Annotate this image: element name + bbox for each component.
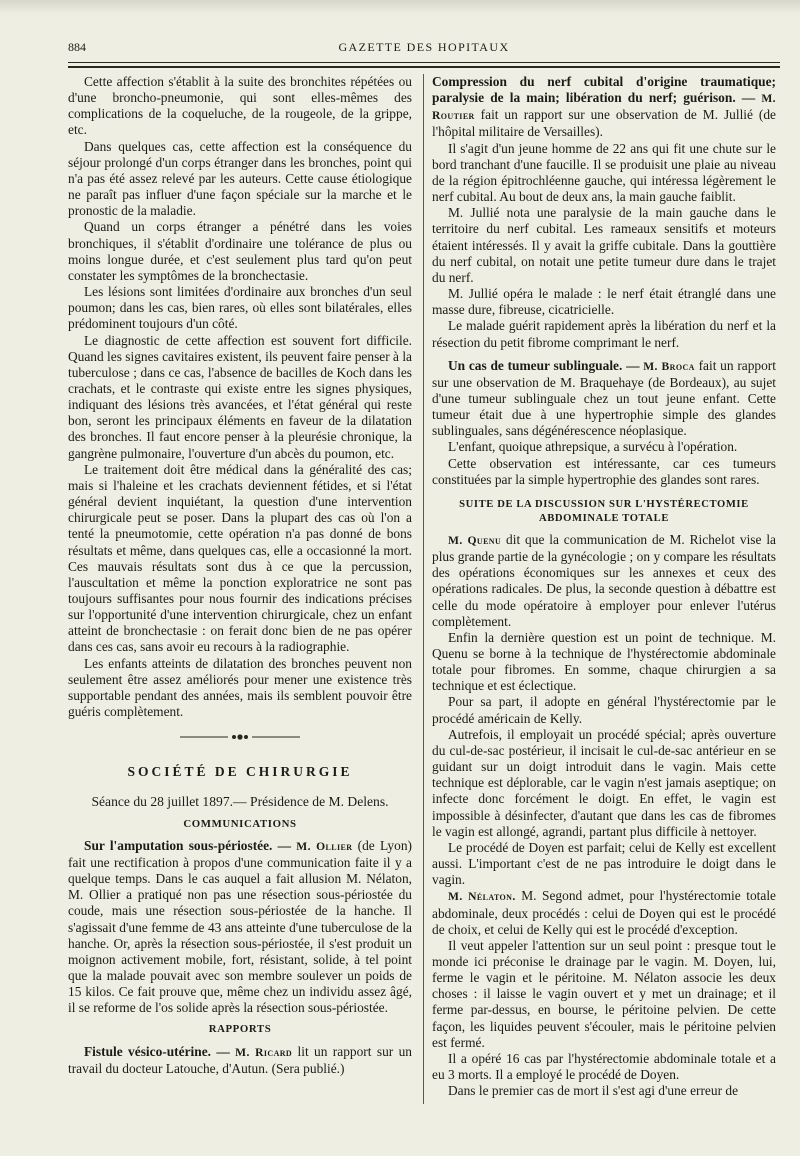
paragraph: Le diagnostic de cette affection est souvent fort difficile. Quand les signes cavitaires existent, ils peuvent faire penser à la tuberculose ; dans ce cas, l'absence de bacilles de Koch dans les crachats, et le contraste qui existe entre les signes physiques, indiquant des lésions très avancées, et l'état général qui reste bon, seront les principaux éléments en faveur de la dilatation des bronches. Il faut encore penser à la pleurésie chronique, la gangrène pulmonaire, l'ouverture d'un abcès du poumon, etc.: [68, 332, 412, 461]
cubital-text: fait un rapport sur une observation de M. Jullié (de l'hôpital militaire de Versailles).: [432, 107, 776, 140]
page-top-edge: [0, 0, 800, 14]
author-name: M. Routier: [432, 92, 776, 123]
author-name: M. Quenu: [448, 533, 502, 547]
fistule-text: lit un rapport sur un travail du docteur Latouche, d'Autun. (Sera publié.): [68, 1043, 412, 1076]
author-name: M. Ollier: [296, 839, 353, 853]
journal-title: GAZETTE DES HOPITAUX: [338, 40, 510, 54]
nelaton-paragraph: [432, 888, 776, 937]
paragraph: Il veut appeler l'attention sur un seul point : presque tout le monde ici préconise le drainage par le vagin. M. Doyen, lui, ferme le vagin et le péritoine. M. Nélaton associe les deux choses : il laisse le vagin ouvert et y met un drainage; et il ferme par-dessus, en bourse, le péritoine pelvien. De cette façon, les liquides peuvent s'écouler, mais le péritoine pelvien est fermé.: [432, 937, 776, 1050]
section-ornament: [180, 732, 300, 742]
author-name: M. Ricard: [235, 1045, 293, 1059]
paragraph: Le malade guérit rapidement après la libération du nerf et la résection du petit fibrome comprimant le nerf.: [432, 318, 776, 350]
discussion-title: SUITE DE LA DISCUSSION SUR L'HYSTÉRECTOMIE ABDOMINALE TOTALE: [459, 498, 749, 524]
paragraph: Enfin la dernière question est un point de technique. M. Quenu se borne à la technique de l'hystérectomie abdominale totale pour fibromes. En somme, chaque chirurgien a sa technique et est éclectique.: [432, 629, 776, 694]
right-column: [432, 74, 776, 1099]
page-header: [68, 38, 780, 58]
author-name: M. Nélaton.: [448, 890, 516, 904]
column-divider: [423, 74, 424, 1104]
reports-label: RAPPORTS: [208, 1023, 272, 1036]
communications-label: COMMUNICATIONS: [183, 817, 297, 830]
society-title: SOCIÉTÉ DE CHIRURGIE: [127, 764, 353, 780]
paragraph: Le traitement doit être médical dans la généralité des cas; mais si l'haleine et les crachats deviennent fétides, et si l'état général devient inquiétant, la question d'une intervention chirurgicale peut se poser. Dans la plupart des cas où l'on a tenté la pneumotomie, cette opération n'a pas donné de bons résultats et même, dans quelques cas, elle a occasionné la mort. Ces mauvais résultats sont dus à ce que la percussion, l'auscultation et même la ponction exploratrice ne sont pas toujours suffisantes pour nous fournir des indications précises sur l'opportunité d'une intervention chirurgicale, chez un enfant atteint de bronchectasie : on ferait donc bien de ne pas opérer dans ces cas, sans avoir eu recours à la radiographie.: [68, 461, 412, 655]
paragraph: Pour sa part, il adopte en général l'hystérectomie par le procédé américain de Kelly.: [432, 694, 776, 726]
paragraph: Le procédé de Doyen est parfait; celui de Kelly est excellent aussi. L'important c'est de ne pas introduire le doigt dans le vagin.: [432, 839, 776, 888]
header-rule-thin: [68, 62, 780, 63]
tumeur-text: fait un rapport sur une observation de M. Braquehaye (de Bordeaux), au sujet d'une tumeur sublinguale chez un tout jeune enfant. Cette tumeur était due à une hypertrophie simple des glandes sublinguales, sans dégénérescence néoplasique.: [432, 357, 776, 439]
tumeur-paragraph: [432, 358, 776, 440]
paragraph: Il s'agit d'un jeune homme de 22 ans qui fit une chute sur le bord tranchant d'une faucille. Il se produisit une plaie au niveau de la région épitrochléenne gauche, qui intéressa légèrement le nerf cubital. Au bout de deux ans, la main gauche faiblit.: [432, 140, 776, 205]
session-line: Séance du 28 juillet 1897.— Présidence de M. Delens.: [91, 794, 389, 810]
cubital-paragraph: [432, 74, 776, 141]
paragraph: Quand un corps étranger a pénétré dans les voies bronchiques, il s'établit d'ordinaire une tolérance de plus ou moins longue durée, et c'est seulement plus tard qu'on peut constater les symptômes de la bronchectasie.: [68, 219, 412, 283]
paragraph: Autrefois, il employait un procédé spécial; après ouverture du cul-de-sac postérieur, il incisait le cul-de-sac antérieur en se guidant sur un doigt introduit dans le vagin. Mais cette technique est déplorable, car le vagin n'est jamais aseptique; on infecte donc forcément le doigt. En effet, le vagin est impossible à désinfecter, d'autant que dans les cas de fibromes le vagin est allongé, agrandi, partant plus difficile à nettoyer.: [432, 726, 776, 839]
paragraph: Cette affection s'établit à la suite des bronchites répétées ou d'une broncho-pneumonie, qui sont elles-mêmes des complications de la coqueluche, de la rougeole, de la grippe, etc.: [68, 74, 412, 138]
author-name: M. Broca: [643, 359, 695, 373]
page-number: 884: [68, 40, 86, 54]
amputation-heading: Sur l'amputation sous-périostée. —: [84, 837, 292, 853]
paragraph: Dans quelques cas, cette affection est la conséquence du séjour prolongé d'un corps étranger dans les bronches, point qui n'a pas été assez relevé par les auteurs. Cette cause étiologique ne paraît pas influer d'une façon spéciale sur la marche et le pronostic de la maladie.: [68, 138, 412, 219]
tumeur-heading: Un cas de tumeur sublinguale. —: [448, 357, 640, 373]
quenu-paragraph: [432, 532, 776, 630]
paragraph: Les enfants atteints de dilatation des bronches peuvent non seulement être assez améliorés pour mener une existence très supportable pendant des années, mais ils semblent pouvoir être guéris complètement.: [68, 655, 412, 720]
amputation-text: (de Lyon) fait une rectification à propos d'une communication faite il y a quelque temps. Dans le cas auquel a fait allusion M. Nélaton, M. Ollier a pratiqué non pas une résection sous-périostée du coude, mais une résection sous-périostée de la hanche. Il s'agissait d'une femme de 43 ans atteinte d'une tuberculose de la hanche. Or, après la résection sous-périostée, il s'est produit un moignon activement mobile, fort, résistant, solide, à tel point que la malade pouvait avec son membre soulever un poids de 15 kilos. Ce fait prouve que, même chez un individu assez âgé, il se reforme de l'os solide après la résection sous-périostée.: [68, 837, 412, 1016]
fistule-paragraph: [68, 1044, 412, 1077]
amputation-paragraph: [68, 838, 412, 1017]
nelaton-text: M. Segond admet, pour l'hystérectomie totale abdominale, deux procédés : celui de Doyen qui est le procédé de choix, et celui de Kelly qui est le procédé d'exception.: [432, 888, 776, 937]
paragraph: Cette observation est intéressante, car ces tumeurs constituées par la simple hypertrophie des glandes sont rares.: [432, 455, 776, 487]
quenu-text: dit que la communication de M. Richelot vise la plus grande partie de la gynécologie ; on y compare les résultats des opérations économiques sur les annexes et ceux des opérations radicales. De plus, la seconde question à débattre est celle du mode opératoire à employer pour enlever l'utérus complètement.: [432, 531, 776, 629]
paragraph: Il a opéré 16 cas par l'hystérectomie abdominale totale et a eu 3 morts. Il a employé le procédé de Doyen.: [432, 1050, 776, 1083]
fistule-heading: Fistule vésico-utérine. —: [84, 1043, 230, 1059]
header-rule-thick: [68, 66, 780, 68]
paragraph: Dans le premier cas de mort il s'est agi d'une erreur de: [448, 1083, 739, 1099]
cubital-heading: Compression du nerf cubital d'origine traumatique; paralysie de la main; libération du nerf; guérison. —: [432, 74, 776, 106]
left-column: [68, 74, 412, 1077]
paragraph: L'enfant, quoique athrepsique, a survécu à l'opération.: [448, 439, 738, 455]
paragraph: M. Jullié opéra le malade : le nerf était étranglé dans une masse dure, fibreuse, cicatricielle.: [432, 286, 776, 318]
paragraph: Les lésions sont limitées d'ordinaire aux bronches d'un seul poumon; dans les cas, bien rares, où elles sont bilatérales, elles prédominent toujours d'un côté.: [68, 284, 412, 332]
paragraph: M. Jullié nota une paralysie de la main gauche dans le territoire du nerf cubital. Les rameaux sensitifs et moteurs étaient intéressés. Il y avait la griffe cubitale. Dans la gouttière du nerf cubital, on notait une petite tumeur dure dans le trajet du nerf.: [432, 205, 776, 285]
